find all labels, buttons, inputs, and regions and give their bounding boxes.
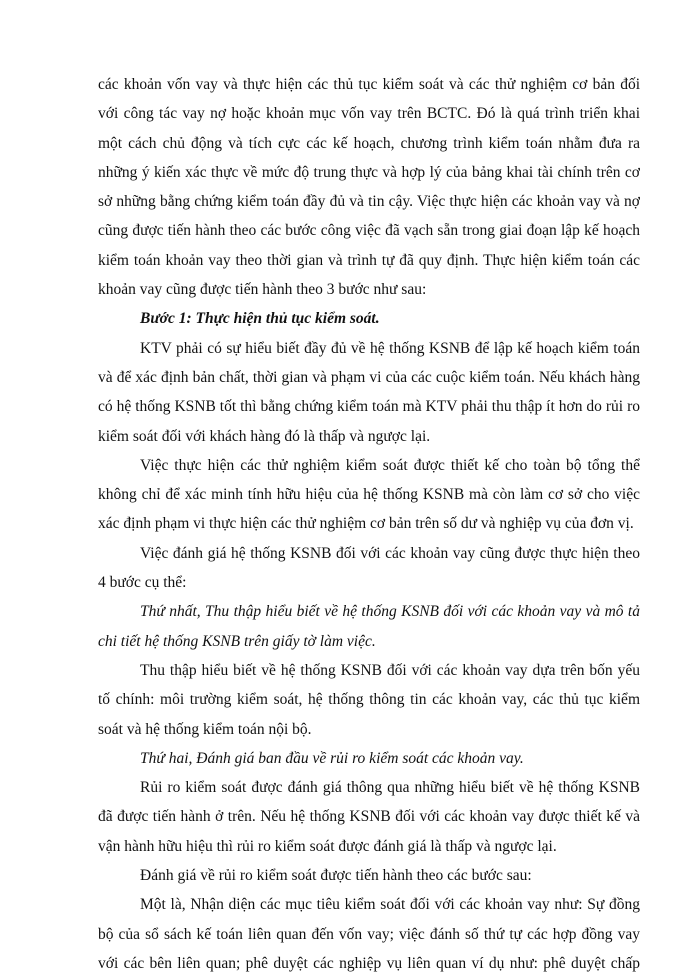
text-line: soát và hệ thống kiểm toán nội bộ. xyxy=(98,720,312,738)
text-line: và để xác định bản chất, thời gian và phạm vi của các cuộc kiểm toán. Nếu khách hàng xyxy=(98,368,640,386)
text-line: Việc thực hiện các thử nghiệm kiểm soát được thiết kế cho toàn bộ tổng thể xyxy=(140,456,640,474)
text-line: một cách chủ động và tích cực các kế hoạch, chương trình kiểm toán nhằm đưa ra xyxy=(98,134,640,152)
text-line: vận hành hữu hiệu thì rủi ro kiểm soát được đánh giá là thấp và ngược lại. xyxy=(98,837,557,855)
text-line: chi tiết hệ thống KSNB trên giấy tờ làm việc. xyxy=(98,632,376,650)
text-line: Một là, Nhận diện các mục tiêu kiểm soát đối với các khoản vay như: Sự đồng xyxy=(140,896,640,914)
text-line: KTV phải có sự hiểu biết đầy đủ về hệ thống KSNB để lập kế hoạch kiểm toán xyxy=(140,339,640,357)
text-line: sở những bằng chứng kiểm toán đầy đủ và tin cậy. Việc thực hiện các khoản vay và nợ xyxy=(98,193,640,211)
text-line: Đánh giá về rủi ro kiểm soát được tiến hành theo các bước sau: xyxy=(140,867,532,885)
document-body xyxy=(98,70,640,978)
text-line: đã được tiến hành ở trên. Nếu hệ thống KSNB đối với các khoản vay được thiết kế và xyxy=(98,808,640,826)
text-line: với công tác vay nợ hoặc khoản mục vốn vay trên BCTC. Đó là quá trình triển khai xyxy=(98,105,640,123)
text-line: Thu thập hiểu biết về hệ thống KSNB đối với các khoản vay dựa trên bốn yếu xyxy=(140,661,640,679)
text-line: kiểm toán khoản vay theo thời gian và trình tự đã quy định. Thực hiện kiểm toán các xyxy=(98,251,640,269)
text-line: 4 bước cụ thể: xyxy=(98,574,187,592)
text-line: Thứ hai, Đánh giá ban đầu về rủi ro kiểm soát các khoản vay. xyxy=(140,749,524,767)
text-line: tố chính: môi trường kiểm soát, hệ thống thông tin các khoản vay, các thủ tục kiểm xyxy=(98,691,640,709)
text-line: các khoản vốn vay và thực hiện các thủ tục kiểm soát và các thử nghiệm cơ bản đối xyxy=(98,76,640,93)
text-line: không chỉ để xác minh tính hữu hiệu của hệ thống KSNB mà còn làm cơ sở cho việc xyxy=(98,486,640,504)
text-line: Việc đánh giá hệ thống KSNB đối với các khoản vay cũng được thực hiện theo xyxy=(140,544,640,562)
text-line: khoản vay cũng được tiến hành theo 3 bước như sau: xyxy=(98,281,427,299)
text-line: những ý kiến xác thực về mức độ trung thực và hợp lý của bảng khai tài chính trên cơ xyxy=(98,163,640,181)
text-line: Bước 1: Thực hiện thủ tục kiểm soát. xyxy=(140,310,380,328)
text-line: có hệ thống KSNB tốt thì bằng chứng kiểm toán mà KTV phải thu thập ít hơn do rủi ro xyxy=(98,398,640,416)
text-line: cũng được tiến hành theo các bước công việc đã vạch sẵn trong giai đoạn lập kế hoạch xyxy=(98,222,640,240)
text-line: Rủi ro kiểm soát được đánh giá thông qua những hiểu biết về hệ thống KSNB xyxy=(140,779,640,797)
text-line: kiểm soát đối với khách hàng đó là thấp và ngược lại. xyxy=(98,427,431,445)
text-line: với các bên liên quan; phê duyệt các nghiệp vụ liên quan ví dụ như: phê duyệt chấp xyxy=(98,954,640,972)
text-line: bộ của sổ sách kế toán liên quan đến vốn vay; việc đánh số thứ tự các hợp đồng vay xyxy=(98,925,640,943)
text-line: xác định phạm vi thực hiện các thử nghiệm cơ bản trên số dư và nghiệp vụ của đơn vị. xyxy=(98,515,634,533)
text-line: Thứ nhất, Thu thập hiểu biết về hệ thống KSNB đối với các khoản vay và mô tả xyxy=(140,603,640,621)
